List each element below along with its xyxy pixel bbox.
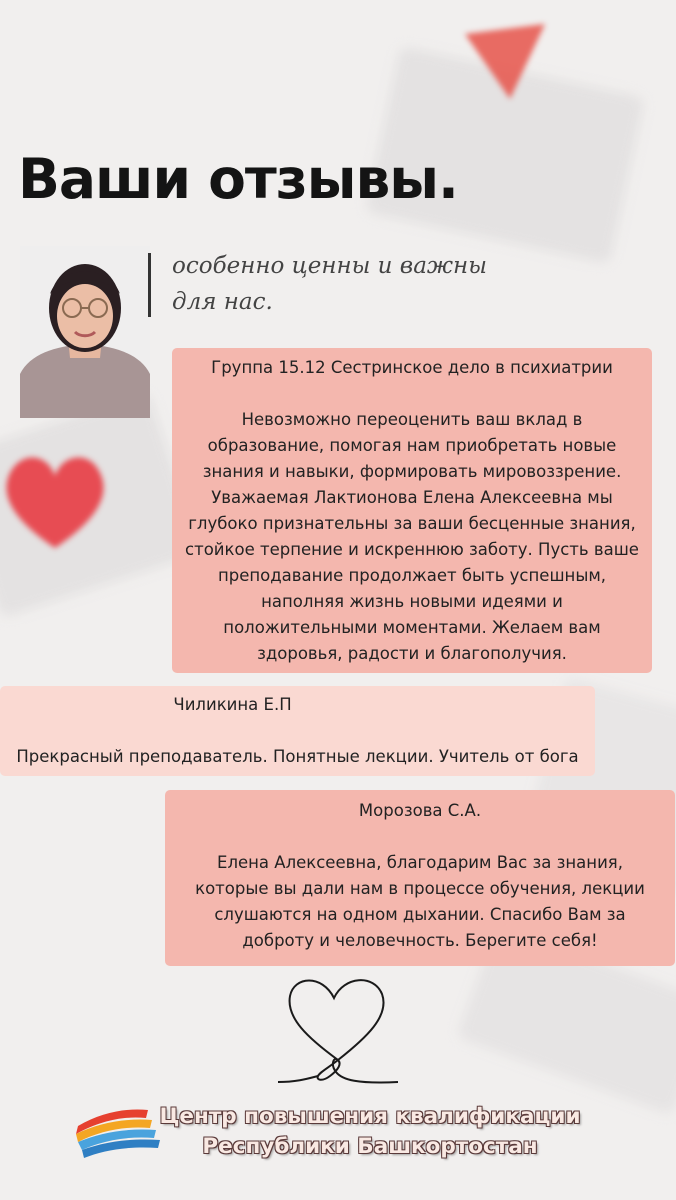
review-line: слушаются на одном дыхании. Спасибо Вам за (214, 905, 626, 924)
page-title: Ваши отзывы. (18, 147, 458, 211)
org-line-2: Республики Башкортостан (202, 1134, 538, 1159)
review-line: образование, помогая нам приобретать новые (207, 436, 617, 455)
review-line: положительными моментами. Желаем вам (223, 618, 601, 637)
review-author: Чиликина Е.П (173, 695, 292, 714)
review-author: Группа 15.12 Сестринское дело в психиатрии (211, 358, 613, 377)
line-heart-icon (278, 968, 398, 1084)
review-line: наполняя жизнь новыми идеями и (261, 592, 563, 611)
blurred-heart-left-icon (0, 448, 110, 558)
review-line: Прекрасный преподаватель. Понятные лекции. Учитель от бога (16, 747, 579, 766)
tagline-divider (148, 253, 151, 317)
teacher-portrait-icon (20, 246, 150, 418)
review-author: Морозова С.А. (358, 801, 482, 820)
review-line: знания и навыки, формировать мировоззрение. (202, 462, 622, 481)
review-line: доброту и человечность. Берегите себя! (242, 931, 598, 950)
review-line: стойкое терпение и искреннюю заботу. Пусть ваше (185, 540, 639, 559)
organization-name (150, 1102, 590, 1162)
review-line: которые вы дали нам в процессе обучения, лекции (195, 879, 645, 898)
review-line: преподавание продолжает быть успешным, (217, 566, 607, 585)
tagline (172, 248, 487, 320)
book-pages-logo-icon (74, 1104, 160, 1164)
blurred-heart-top-icon (455, 14, 555, 104)
tagline-line-1: особенно ценны и важны (172, 253, 487, 279)
org-line-1: Центр повышения квалификации (159, 1104, 581, 1129)
review-card-group (172, 348, 652, 673)
review-line: глубоко признательны за ваши бесценные знания, (188, 514, 636, 533)
review-line: здоровья, радости и благополучия. (257, 644, 567, 663)
review-line: Елена Алексеевна, благодарим Вас за знания, (217, 853, 623, 872)
review-card-chilikina (0, 686, 595, 776)
teacher-photo (20, 246, 150, 418)
review-card-morozova (165, 790, 675, 966)
review-line: Уважаемая Лактионова Елена Алексеевна мы (211, 488, 613, 507)
review-line: Невозможно переоценить ваш вклад в (241, 410, 583, 429)
tagline-line-2: для нас. (172, 289, 273, 315)
